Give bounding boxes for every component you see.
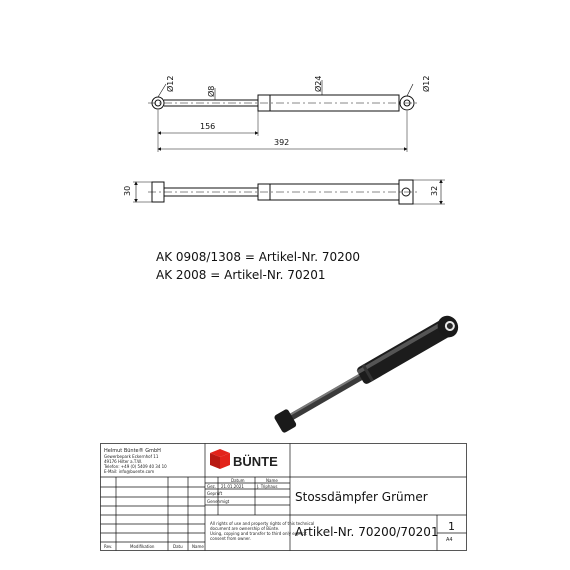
paper-format: A4	[446, 537, 453, 543]
address-line-1: Gewerbepark Eckernhof 11	[104, 454, 159, 459]
title-block	[100, 443, 470, 553]
rights-line-1: All rights of use and property rights of this technical	[210, 521, 315, 526]
row-norm: Genehmigt	[207, 499, 230, 504]
dim-length-rod: 156	[200, 122, 216, 131]
name-value: J. Triphaus	[257, 484, 278, 489]
company-name: Helmut Bünte® GmbH	[104, 448, 161, 454]
date-value: 21.01.2021	[221, 484, 244, 489]
buente-logo	[210, 449, 278, 469]
address-line-3: Telefon: +49 (0) 5409 40 34 10	[104, 464, 167, 469]
dim-dia-right-eye: Ø12	[422, 75, 431, 92]
footer-modifikation: Modifikation	[130, 544, 155, 549]
dim-height-right: 32	[430, 185, 439, 196]
article-line-1: AK 0908/1308 = Artikel-Nr. 70200	[156, 250, 361, 264]
shock-absorber-render	[255, 305, 475, 440]
footer-name: Name	[192, 544, 204, 549]
col-name: Name	[266, 478, 278, 483]
col-datum: Datum	[231, 478, 245, 483]
sheet-number: 1	[448, 520, 455, 533]
address-line-2: 49176 Hilter a.T.W.	[104, 459, 142, 464]
logo-text: BÜNTE	[233, 454, 278, 469]
row-gepr: Geprüft	[207, 491, 223, 496]
dim-height-left: 30	[123, 185, 132, 196]
part-number: Artikel-Nr. 70200/70201	[295, 525, 439, 539]
footer-rev: Rev.	[104, 544, 113, 549]
row-gez: Gez.	[207, 484, 216, 489]
rights-line-4: consent from owner.	[210, 536, 251, 541]
address-line-4: E-Mail: info@buente.com	[104, 469, 155, 474]
article-line-2: AK 2008 = Artikel-Nr. 70201	[156, 268, 326, 282]
dim-dia-left-eye: Ø12	[166, 75, 175, 92]
technical-drawing	[0, 0, 570, 240]
rights-line-3: Using, copying and transfer to third only explicit	[210, 531, 307, 536]
dim-length-total: 392	[274, 138, 290, 147]
footer-date: Datu	[173, 544, 183, 549]
dim-dia-rod: Ø8	[207, 85, 216, 97]
side-view	[133, 180, 445, 204]
rights-line-2: document are ownership of Bünte.	[210, 526, 280, 531]
dim-dia-cylinder: Ø24	[314, 75, 323, 92]
drawing-title: Stossdämpfer Grümer	[295, 490, 428, 504]
